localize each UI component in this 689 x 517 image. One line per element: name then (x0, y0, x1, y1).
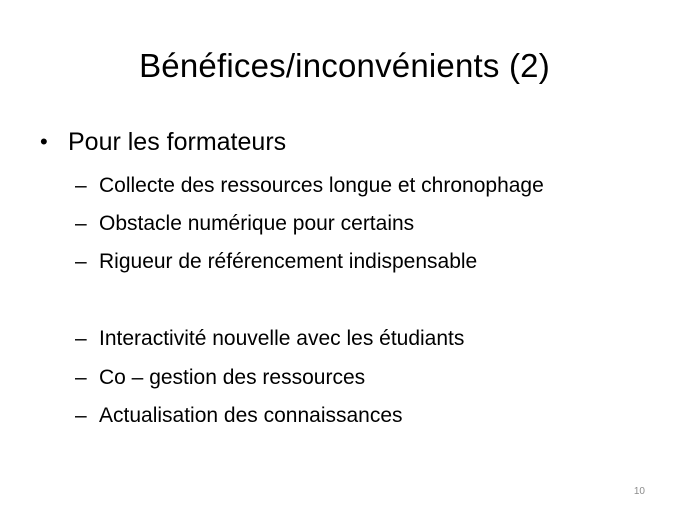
sub-bullet-item (75, 363, 365, 393)
sub-bullet-item (75, 324, 464, 354)
bullet-item-formateurs (40, 124, 286, 160)
sub-bullet-item (75, 247, 477, 277)
sub-bullet-text: Interactivité nouvelle avec les étudiants (99, 327, 465, 350)
sub-bullet-dash: – (75, 404, 87, 427)
sub-bullet-text: Obstacle numérique pour certains (99, 212, 415, 235)
sub-bullet-dash: – (75, 250, 87, 273)
sub-bullet-text: Rigueur de référencement indispensable (99, 250, 478, 273)
sub-bullet-text: Co – gestion des ressources (99, 366, 366, 389)
slide-title: Bénéfices/inconvénients (2) (139, 47, 550, 84)
sub-bullet-dash: – (75, 212, 87, 235)
sub-bullet-item (75, 171, 544, 201)
sub-bullet-dash: – (75, 327, 87, 350)
page-number: 10 (633, 486, 645, 497)
sub-bullet-item (75, 209, 414, 239)
bullet-text: Pour les formateurs (68, 127, 287, 156)
sub-bullet-text: Collecte des ressources longue et chronophage (99, 174, 544, 197)
sub-bullet-dash: – (75, 366, 87, 389)
bullet-marker: • (40, 129, 48, 154)
sub-bullet-dash: – (75, 174, 87, 197)
sub-bullet-item (75, 401, 403, 431)
sub-bullet-text: Actualisation des connaissances (99, 404, 403, 427)
